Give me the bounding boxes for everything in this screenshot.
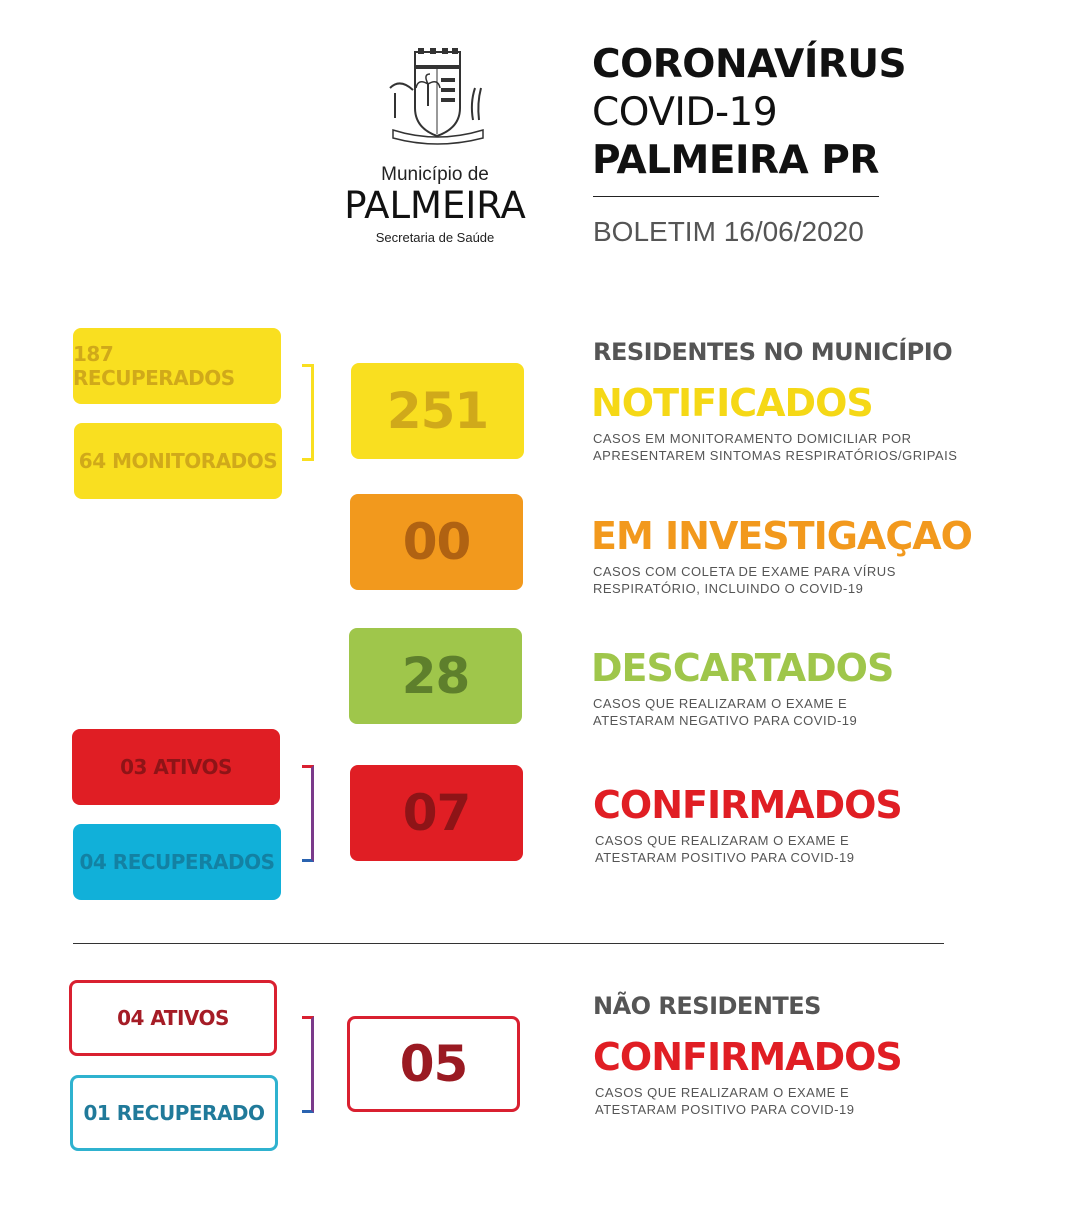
notificados-desc-line1: CASOS EM MONITORAMENTO DOMICILIAR POR [593, 431, 912, 446]
investigacao-desc-line2: RESPIRATÓRIO, INCLUINDO O COVID-19 [593, 581, 864, 596]
recuperados-residentes-box: 04 RECUPERADOS [73, 824, 281, 900]
section-divider [73, 943, 944, 944]
descartados-label: DESCARTADOS [591, 646, 894, 690]
confirmados-bracket [302, 765, 314, 862]
nao-residentes-desc-line1: CASOS QUE REALIZARAM O EXAME E [595, 1085, 850, 1100]
secretaria-label: Secretaria de Saúde [375, 230, 495, 245]
ativos-nao-residentes-box: 04 ATIVOS [69, 980, 277, 1056]
nao-residentes-heading: NÃO RESIDENTES [593, 992, 821, 1020]
municipio-name: PALMEIRA [344, 184, 526, 227]
title-palmeira: PALMEIRA PR [592, 138, 879, 183]
title-covid: COVID-19 [592, 90, 778, 135]
nao-residentes-desc-line2: ATESTARAM POSITIVO PARA COVID-19 [595, 1102, 855, 1117]
notificados-value-box: 251 [351, 363, 524, 459]
confirmados-desc-line1: CASOS QUE REALIZARAM O EXAME E [595, 833, 850, 848]
recuperado-nao-residentes-box: 01 RECUPERADO [70, 1075, 278, 1151]
residentes-heading: RESIDENTES NO MUNICÍPIO [593, 338, 953, 366]
confirmados-label: CONFIRMADOS [593, 783, 902, 827]
notificados-bracket [302, 364, 314, 461]
recuperados-notificados-box: 187 RECUPERADOS [73, 328, 281, 404]
confirmados-desc-line2: ATESTARAM POSITIVO PARA COVID-19 [595, 850, 855, 865]
investigacao-label: EM INVESTIGAÇAO [591, 514, 972, 558]
descartados-value-box: 28 [349, 628, 522, 724]
nao-residentes-bracket [302, 1016, 314, 1113]
boletim-date: BOLETIM 16/06/2020 [593, 216, 864, 247]
investigacao-desc-line1: CASOS COM COLETA DE EXAME PARA VÍRUS [593, 564, 896, 579]
nao-residentes-value-box: 05 [347, 1016, 520, 1112]
ativos-residentes-box: 03 ATIVOS [72, 729, 280, 805]
title-coronavirus: CORONAVÍRUS [592, 42, 907, 87]
investigacao-value-box: 00 [350, 494, 523, 590]
notificados-label: NOTIFICADOS [591, 381, 873, 425]
descartados-desc-line2: ATESTARAM NEGATIVO PARA COVID-19 [593, 713, 858, 728]
municipio-label: Município de [381, 164, 489, 185]
title-divider [593, 196, 879, 197]
confirmados-value-box: 07 [350, 765, 523, 861]
monitorados-box: 64 MONITORADOS [74, 423, 282, 499]
nao-residentes-confirmados-label: CONFIRMADOS [593, 1035, 902, 1079]
coat-of-arms-logo [385, 48, 490, 148]
descartados-desc-line1: CASOS QUE REALIZARAM O EXAME E [593, 696, 848, 711]
notificados-desc-line2: APRESENTAREM SINTOMAS RESPIRATÓRIOS/GRIPAIS [593, 448, 958, 463]
